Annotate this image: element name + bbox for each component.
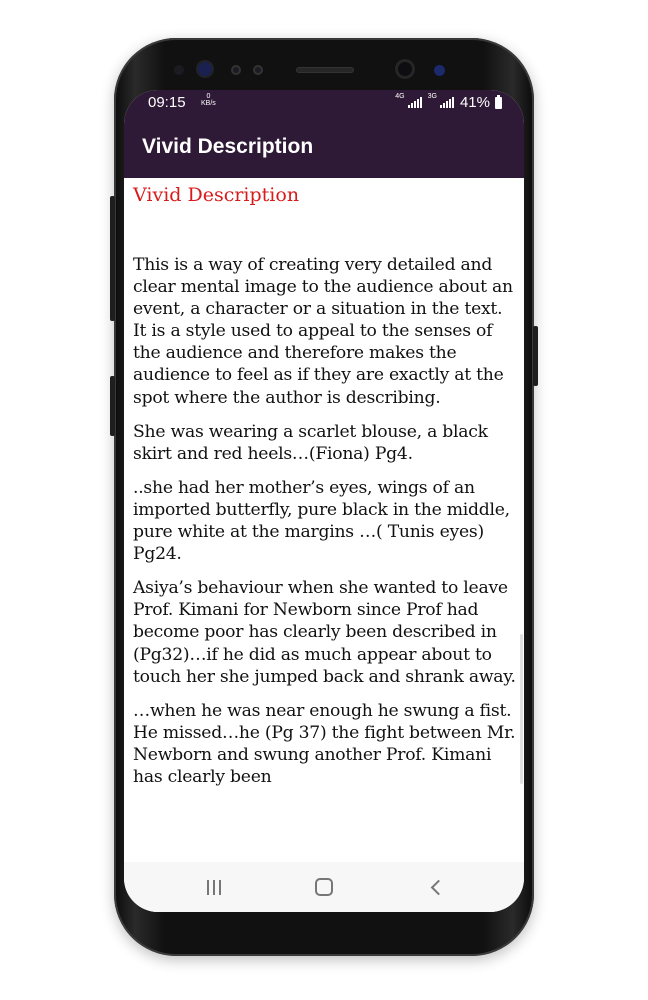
- phone-frame: [114, 38, 534, 956]
- data-speed: [201, 93, 216, 107]
- paragraph: This is a way of creating very detailed and clear mental image to the audience about an event, a character or a situation in the text. It is a style used to appeal to the senses of the audience and therefore makes the audience to feel as if they are exactly at the spot where the author is describing.: [133, 255, 513, 408]
- screen: [124, 90, 524, 912]
- recents-button[interactable]: [184, 862, 244, 912]
- data-speed-value: 0: [206, 93, 211, 100]
- home-icon: [315, 878, 333, 896]
- signal-icon: [440, 97, 454, 108]
- volume-button: [110, 376, 115, 436]
- back-button[interactable]: [406, 862, 466, 912]
- bixby-button: [110, 196, 115, 321]
- status-bar: [124, 90, 524, 115]
- status-time: 09:15: [148, 94, 186, 111]
- home-button[interactable]: [294, 862, 354, 912]
- data-speed-unit: KB/s: [201, 100, 216, 107]
- proximity-sensor: [174, 65, 184, 75]
- light-sensor-1: [231, 65, 241, 75]
- navigation-bar: [124, 862, 524, 912]
- light-sensor-2: [253, 65, 263, 75]
- paragraph: …when he was near enough he swung a fist. He missed…he (Pg 37) the fight between Mr. Newborn and swung another Prof. Kimani has clearly been: [133, 700, 516, 787]
- battery-icon: [495, 97, 502, 109]
- power-button: [533, 326, 538, 386]
- content-area[interactable]: [124, 178, 524, 862]
- app-bar-title: Vivid Description: [142, 135, 314, 158]
- flash-sensor: [434, 65, 445, 76]
- front-camera: [395, 59, 415, 79]
- back-icon: [431, 879, 447, 895]
- battery-percent: 41%: [459, 94, 490, 111]
- article-body: [133, 254, 517, 800]
- paragraph: ..she had her mother’s eyes, wings of an imported butterfly, pure black in the middle, pure white at the margins …( Tunis eyes) Pg24.: [133, 477, 510, 565]
- earpiece-speaker: [296, 67, 354, 73]
- page-heading: Vivid Description: [133, 184, 300, 206]
- network-type-3g: 3G: [427, 93, 437, 100]
- signal-icon: [408, 97, 422, 108]
- paragraph: She was wearing a scarlet blouse, a black skirt and red heels…(Fiona) Pg4.: [133, 421, 488, 464]
- iris-sensor: [196, 60, 214, 78]
- paragraph: Asiya’s behaviour when she wanted to leave Prof. Kimani for Newborn since Prof had become poor has clearly been described in (Pg32)…if he did as much appear about to touch her she jumped back and shrank away.: [133, 578, 516, 687]
- recents-icon: [207, 880, 221, 895]
- scrollbar[interactable]: [520, 634, 523, 784]
- network-type-4g: 4G: [395, 93, 405, 100]
- status-icons: [395, 94, 502, 111]
- app-bar: [124, 115, 524, 178]
